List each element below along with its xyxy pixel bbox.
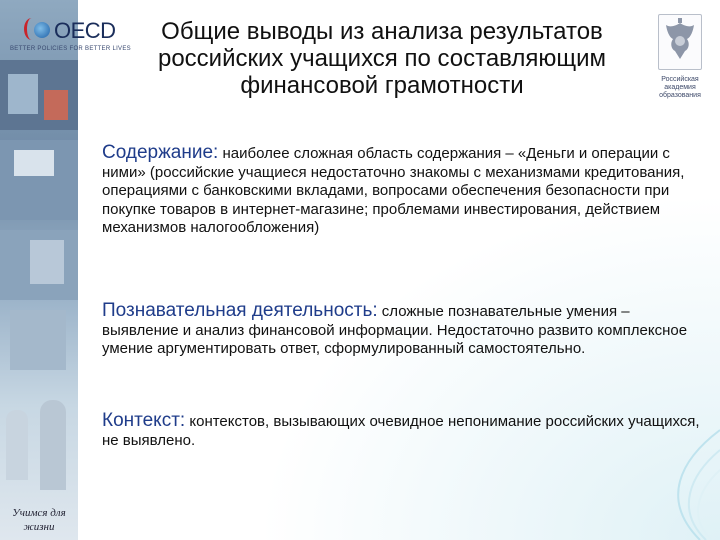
oecd-tagline: BETTER POLICIES FOR BETTER LIVES <box>10 46 131 52</box>
russian-emblem <box>652 10 708 100</box>
section-heading: Познавательная деятельность: <box>102 300 378 321</box>
section-heading: Содержание: <box>102 142 219 163</box>
oecd-logo-text: OECD <box>54 18 116 43</box>
page-title: Общие выводы из анализа результатов российских учащихся по составляющим финансовой грамотности <box>157 18 607 99</box>
section-body: сложные познавательные умения – выявление и анализ финансовой информации. Недостаточно развито комплексное умение аргументировать ответ, сформулированный самостоятельно. <box>102 303 688 357</box>
section-body: контекстов, вызывающих очевидное непонимание российских учащихся, не выявлено. <box>102 413 700 449</box>
emblem-caption: Российская академия образования <box>659 76 701 99</box>
decorative-swirl <box>640 420 720 540</box>
section-body: наиболее сложная область содержания – «Деньги и операции с ними» (российские учащиеся недостаточно знакомы с механизмами кредитования, операциями с банковскими вкладами, вопросами обеспечения безопасности при покупке товаров в интернет-магазине; проблемами инвестирования, действием механизмов налогообложения) <box>102 145 685 236</box>
section-heading: Контекст: <box>102 410 186 431</box>
section-context <box>102 412 708 450</box>
sidebar-caption: Учимся для жизни <box>12 507 66 533</box>
sidebar-photo-strip <box>0 0 78 540</box>
oecd-logo <box>6 10 131 54</box>
section-content <box>102 144 708 238</box>
section-cognitive <box>102 302 708 359</box>
russian-emblem-icon <box>658 14 702 70</box>
